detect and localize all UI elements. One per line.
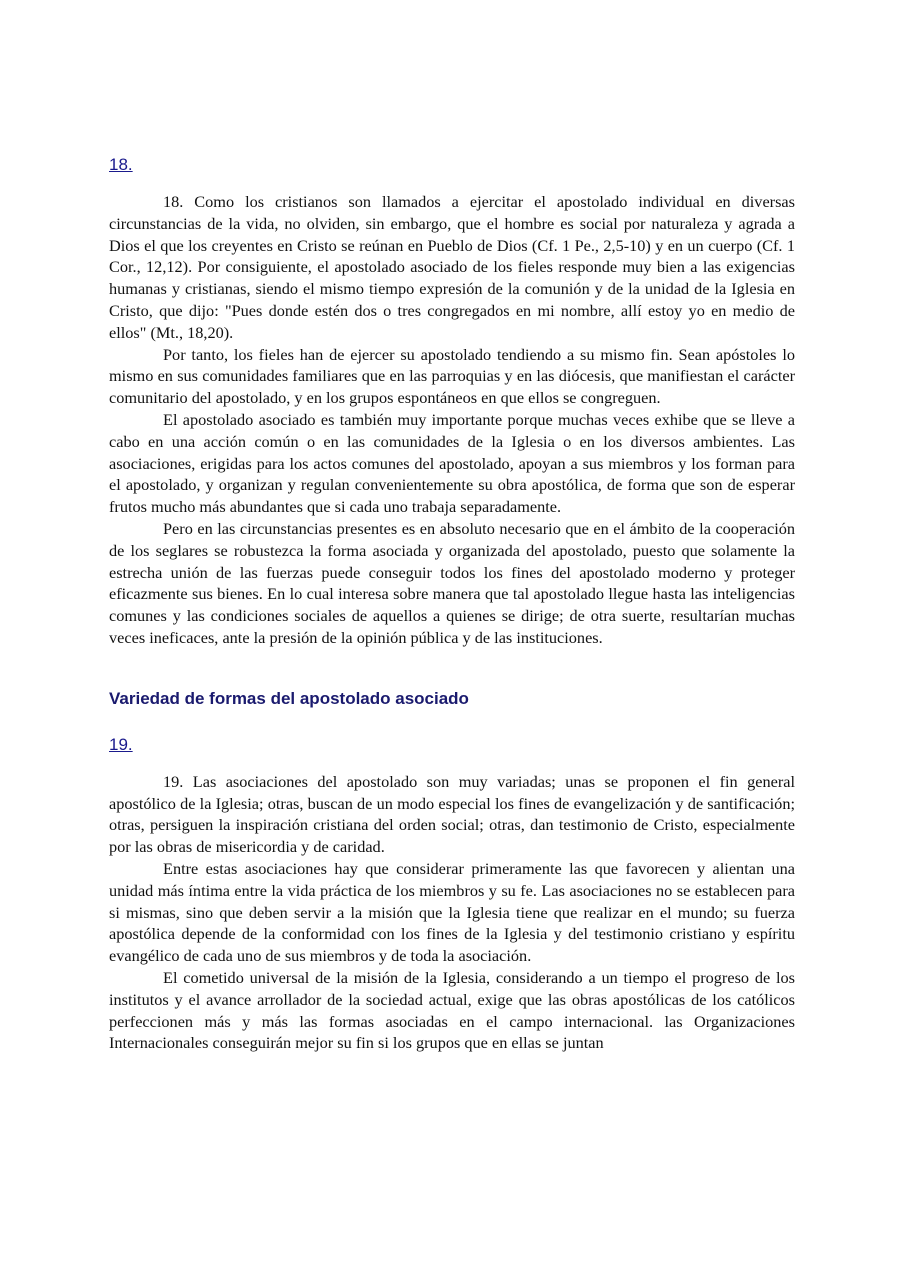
paragraph: 18. Como los cristianos son llamados a ejercitar el apostolado individual en diversas circunstancias de la vida, no olviden, sin embargo, que el hombre es social por naturaleza y agrada a Dios el que los creyentes en Cristo se reúnan en Pueblo de Dios (Cf. 1 Pe., 2,5-10) y en un cuerpo (Cf. 1 Cor., 12,12). Por consiguiente, el apostolado asociado de los fieles responde muy bien a las exigencias humanas y cristianas, siendo el mismo tiempo expresión de la comunión y de la unidad de la Iglesia en Cristo, que dijo: "Pues donde estén dos o tres congregados en mi nombre, allí estoy yo en medio de ellos" (Mt., 18,20). [109,192,795,342]
paragraph: El cometido universal de la misión de la Iglesia, considerando a un tiempo el progreso de los institutos y el avance arrollador de la sociedad actual, exige que las obras apostólicas de los católicos perfeccionen más y más las formas asociadas en el campo internacional. las Organizaciones Internacionales conseguirán mejor su fin si los grupos que en ellas se juntan [109,967,795,1053]
paragraph: 19. Las asociaciones del apostolado son muy variadas; unas se proponen el fin general apostólico de la Iglesia; otras, buscan de un modo especial los fines de evangelización y de santificación; otras, persiguen la inspiración cristiana del orden social; otras, dan testimonio de Cristo, especialmente por las obras de misericordia y de caridad. [109,771,795,857]
section-18-body [109,191,795,649]
section-19-body [109,771,795,1054]
section-heading: Variedad de formas del apostolado asociado [109,688,469,708]
section-19-link[interactable]: 19. [109,734,133,754]
paragraph: Pero en las circunstancias presentes es en absoluto necesario que en el ámbito de la cooperación de los seglares se robustezca la forma asociada y organizada del apostolado, puesto que solamente la estrecha unión de las fuerzas puede conseguir todos los fines del apostolado moderno y proteger eficazmente sus bienes. En lo cual interesa sobre manera que tal apostolado llegue hasta las inteligencias comunes y las condiciones sociales de aquellos a quienes se dirige; de otra suerte, resultarían muchas veces ineficaces, ante la presión de la opinión pública y de las instituciones. [109,518,795,647]
section-18-link[interactable]: 18. [109,155,133,174]
paragraph: Por tanto, los fieles han de ejercer su apostolado tendiendo a su mismo fin. Sean apóstoles lo mismo en sus comunidades familiares que en las parroquias y en las diócesis, que manifiestan el carácter comunitario del apostolado, y en los grupos espontáneos en que ellos se congreguen. [109,344,795,408]
document-page [109,153,795,1054]
paragraph: El apostolado asociado es también muy importante porque muchas veces exhibe que se lleve a cabo en una acción común o en las comunidades de la Iglesia o en los diversos ambientes. Las asociaciones, erigidas para los actos comunes del apostolado, apoyan a sus miembros y los forman para el apostolado, y organizan y regulan convenientemente su obra apostólica, de forma que son de esperar frutos mucho más abundantes que si cada uno trabaja separadamente. [109,409,795,517]
paragraph: Entre estas asociaciones hay que considerar primeramente las que favorecen y alientan una unidad más íntima entre la vida práctica de los miembros y su fe. Las asociaciones no se establecen para si mismas, sino que deben servir a la misión que la Iglesia tiene que realizar en el mundo; su fuerza apostólica depende de la conformidad con los fines de la Iglesia y del testimonio cristiano y espíritu evangélico de cada uno de sus miembros y de toda la asociación. [109,858,795,966]
